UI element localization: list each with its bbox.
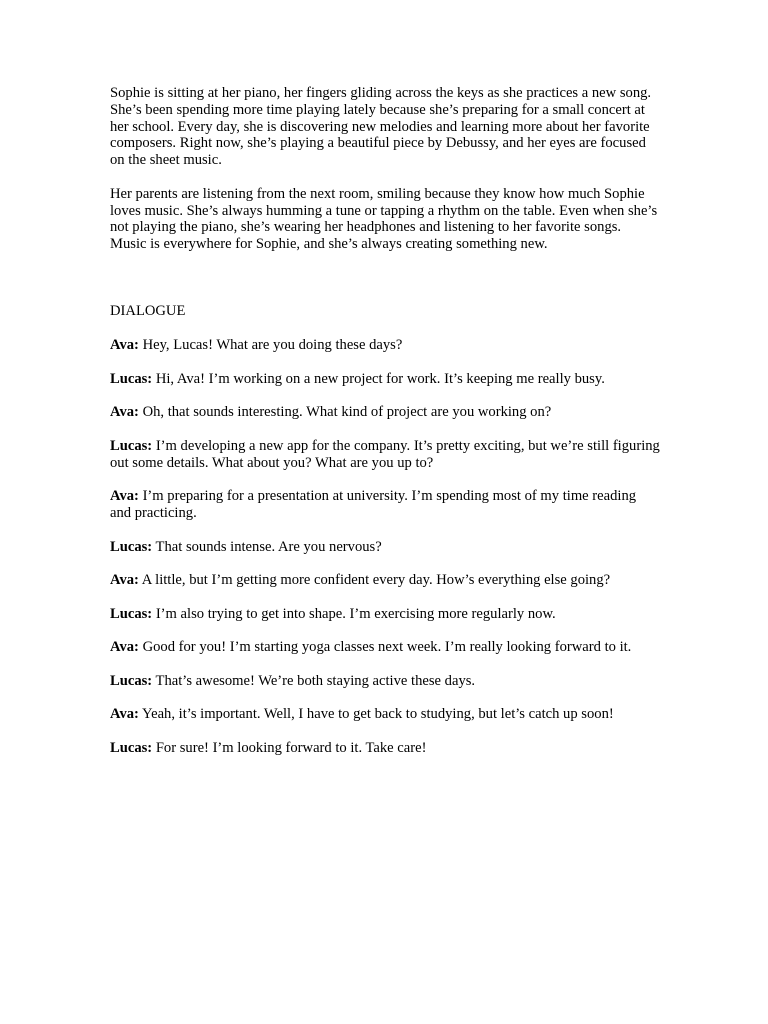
- speaker-name: Lucas:: [110, 605, 153, 622]
- dialogue-line: [110, 673, 660, 690]
- document-page: [110, 85, 660, 774]
- dialogue-line: [110, 706, 660, 723]
- speaker-name: Ava:: [110, 336, 139, 353]
- dialogue-heading: DIALOGUE: [110, 303, 186, 320]
- section-spacer: [110, 270, 660, 304]
- dialogue-line: [110, 438, 660, 472]
- line-text: Yeah, it’s important. Well, I have to get back to studying, but let’s catch up soon!: [138, 706, 614, 723]
- line-text: I’m developing a new app for the company. It’s pretty exciting, but we’re still figuring out some details. What about you? What are you up to?: [110, 437, 660, 471]
- line-text: A little, but I’m getting more confident every day. How’s everything else going?: [138, 572, 611, 589]
- line-text: I’m preparing for a presentation at university. I’m spending most of my time reading and practicing.: [110, 488, 637, 521]
- dialogue-list: [110, 337, 660, 757]
- dialogue-line: [110, 740, 660, 757]
- dialogue-line: [110, 488, 660, 522]
- line-text: Oh, that sounds interesting. What kind of project are you working on?: [138, 404, 552, 421]
- speaker-name: Lucas:: [110, 672, 153, 689]
- story-paragraph-2: Her parents are listening from the next room, smiling because they know how much Sophie loves music. She’s always humming a tune or tapping a rhythm on the table. Even when she’s not playing the piano, she’s wearing her headphones and listening to her favorite songs. Music is everywhere for Sophie, and she’s always creating something new.: [110, 185, 658, 253]
- speaker-name: Ava:: [110, 706, 139, 723]
- dialogue-line: [110, 337, 660, 354]
- dialogue-line: [110, 639, 660, 656]
- line-text: Good for you! I’m starting yoga classes next week. I’m really looking forward to it.: [138, 639, 632, 656]
- dialogue-line: [110, 539, 660, 556]
- story-paragraph-1: Sophie is sitting at her piano, her fingers gliding across the keys as she practices a new song. She’s been spending more time playing lately because she’s preparing for a small concert at her school. Every day, she is discovering new melodies and learning more about her favorite composers. Right now, she’s playing a beautiful piece by Debussy, and her eyes are focused on the sheet music.: [110, 85, 652, 169]
- speaker-name: Lucas:: [110, 740, 153, 757]
- dialogue-line: [110, 572, 660, 589]
- dialogue-line: [110, 371, 660, 388]
- line-text: Hey, Lucas! What are you doing these days?: [138, 336, 403, 353]
- speaker-name: Lucas:: [110, 437, 153, 454]
- line-text: That’s awesome! We’re both staying active these days.: [152, 672, 476, 689]
- dialogue-line: [110, 404, 660, 421]
- speaker-name: Ava:: [110, 639, 139, 656]
- line-text: Hi, Ava! I’m working on a new project for work. It’s keeping me really busy.: [152, 370, 605, 387]
- line-text: I’m also trying to get into shape. I’m exercising more regularly now.: [152, 605, 556, 622]
- dialogue-line: [110, 606, 660, 623]
- speaker-name: Lucas:: [110, 538, 153, 555]
- speaker-name: Ava:: [110, 572, 139, 589]
- line-text: That sounds intense. Are you nervous?: [152, 538, 382, 555]
- speaker-name: Ava:: [110, 404, 139, 421]
- line-text: For sure! I’m looking forward to it. Take care!: [152, 740, 427, 757]
- speaker-name: Ava:: [110, 488, 139, 505]
- speaker-name: Lucas:: [110, 370, 153, 387]
